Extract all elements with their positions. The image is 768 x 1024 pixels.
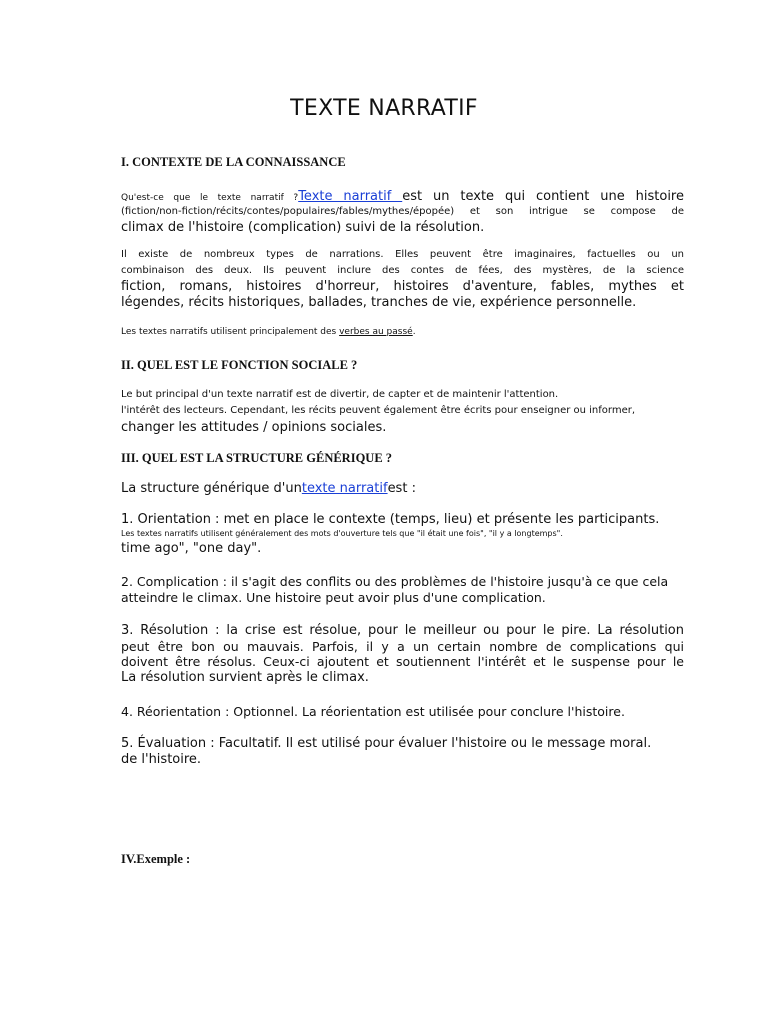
paragraph-line: 1. Orientation : met en place le contexte (temps, lieu) et présente les participants. xyxy=(121,512,660,527)
structure-intro-suffix: est : xyxy=(387,481,416,496)
paragraph-line: de l'histoire. xyxy=(121,752,202,767)
paragraph-line: time ago", "one day". xyxy=(121,541,262,556)
section-heading-structure: III. QUEL EST LA STRUCTURE GÉNÉRIQUE ? xyxy=(121,451,393,465)
paragraph-line: Le but principal d'un texte narratif est de divertir, de capter et de maintenir l'attention. xyxy=(121,389,559,400)
section-heading-social-function: II. QUEL EST LE FONCTION SOCIALE ? xyxy=(121,358,358,372)
paragraph-line: climax de l'histoire (complication) suivi de la résolution. xyxy=(121,220,485,235)
verbs-suffix: . xyxy=(412,327,416,337)
list-item-orientation xyxy=(121,512,684,558)
paragraph-line: doivent être résolus. Ceux-ci ajoutent et soutiennent l'intérêt et le suspense pour le xyxy=(121,654,684,669)
link-texte-narratif[interactable]: Texte narratif xyxy=(298,189,403,204)
paragraph-line: (fiction/non-fiction/récits/contes/populaires/fables/mythes/épopée) et son intrigue se compose de xyxy=(121,206,684,217)
definition-question: Qu'est-ce que le texte narratif ? xyxy=(121,193,299,203)
paragraph-verbs xyxy=(121,325,684,339)
paragraph-line xyxy=(121,185,684,205)
verbs-prefix: Les textes narratifs utilisent principalement des xyxy=(121,327,340,337)
paragraph-line: l'intérêt des lecteurs. Cependant, les récits peuvent également être écrits pour enseigner ou informer, xyxy=(121,405,636,416)
section-heading-context: I. CONTEXTE DE LA CONNAISSANCE xyxy=(121,155,346,169)
document-title: TEXTE NARRATIF xyxy=(290,96,478,121)
list-item-complication xyxy=(121,574,684,606)
paragraph-social-function xyxy=(121,387,684,437)
paragraph-line: peut être bon ou mauvais. Parfois, il y a un certain nombre de complications qui xyxy=(121,639,684,654)
paragraph-line: atteindre le climax. Une histoire peut avoir plus d'une complication. xyxy=(121,590,546,605)
paragraph-line: Les textes narratifs utilisent généralement des mots d'ouverture tels que "il était une fois", "il y a longtemps". xyxy=(121,529,563,538)
section-heading-example: IV.Exemple : xyxy=(121,852,191,866)
paragraph-line: Il existe de nombreux types de narrations. Elles peuvent être imaginaires, factuelles ou un xyxy=(121,249,684,260)
structure-intro-prefix: La structure générique d'un xyxy=(121,481,302,496)
paragraph-line: 2. Complication : il s'agit des conflits ou des problèmes de l'histoire jusqu'à ce que cela xyxy=(121,574,669,589)
link-texte-narratif-structure[interactable]: texte narratif xyxy=(301,481,388,496)
list-item-resolution xyxy=(121,623,684,687)
paragraph-line: fiction, romans, histoires d'horreur, histoires d'aventure, fables, mythes et xyxy=(121,279,684,294)
definition-text: est un texte qui contient une histoire xyxy=(402,189,684,204)
paragraph-line: changer les attitudes / opinions sociales. xyxy=(121,420,387,435)
list-item-reorientation: 4. Réorientation : Optionnel. La réorientation est utilisée pour conclure l'histoire. xyxy=(121,704,625,719)
paragraph-types xyxy=(121,247,684,311)
paragraph-line: 5. Évaluation : Facultatif. Il est utilisé pour évaluer l'histoire ou le message moral. xyxy=(121,736,652,751)
list-item-evaluation xyxy=(121,736,684,768)
paragraph-definition xyxy=(121,185,684,237)
paragraph-line: combinaison des deux. Ils peuvent inclure des contes de fées, des mystères, de la science xyxy=(121,265,684,276)
paragraph-line: La résolution survient après le climax. xyxy=(121,670,369,685)
paragraph-line: 3. Résolution : la crise est résolue, pour le meilleur ou pour le pire. La résolution xyxy=(121,623,684,638)
paragraph-line: légendes, récits historiques, ballades, tranches de vie, expérience personnelle. xyxy=(121,295,637,310)
paragraph-structure-intro xyxy=(121,481,684,497)
verbs-underlined: verbes au passé xyxy=(339,327,413,337)
